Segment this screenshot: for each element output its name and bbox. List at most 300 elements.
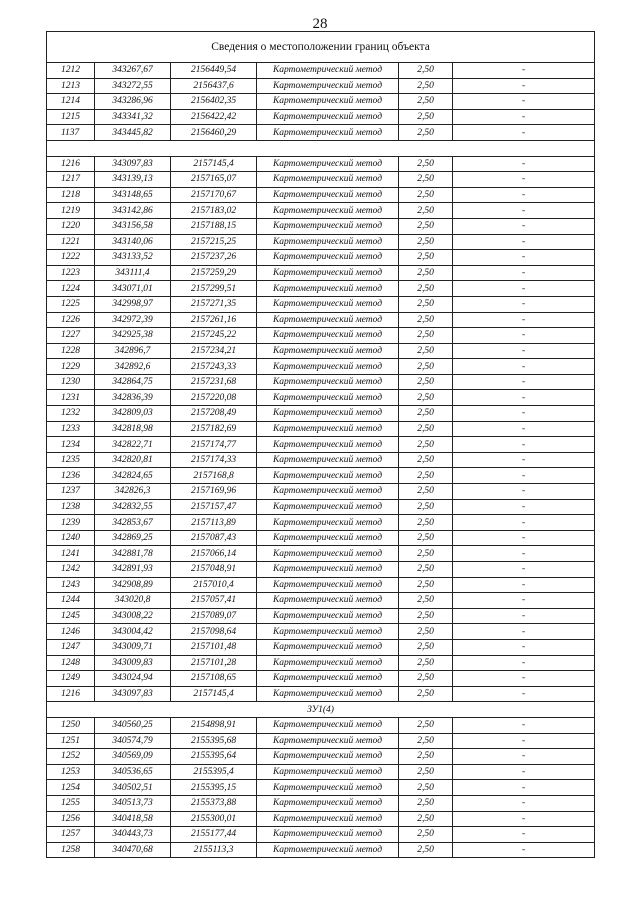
coord-y: 2157299,51: [171, 281, 257, 297]
description: -: [453, 717, 595, 733]
accuracy: 2,50: [399, 593, 453, 609]
coord-y: 2157170,67: [171, 187, 257, 203]
coord-y: 2157245,22: [171, 328, 257, 344]
coord-y: 2157087,43: [171, 530, 257, 546]
coord-x: 342998,97: [95, 296, 171, 312]
accuracy: 2,50: [399, 374, 453, 390]
table-row: [47, 218, 595, 234]
method-cell: Картометрический метод: [257, 624, 399, 640]
method-cell: Картометрический метод: [257, 125, 399, 141]
description: -: [453, 78, 595, 94]
method-cell: Картометрический метод: [257, 577, 399, 593]
coord-x: 340513,73: [95, 795, 171, 811]
coord-y: 2156402,35: [171, 94, 257, 110]
table-row: [47, 530, 595, 546]
method-cell: Картометрический метод: [257, 593, 399, 609]
point-number: 1226: [47, 312, 95, 328]
point-number: 1227: [47, 328, 95, 344]
table-row: [47, 764, 595, 780]
coord-y: 2157234,21: [171, 343, 257, 359]
method-cell: Картометрический метод: [257, 468, 399, 484]
coord-y: 2156460,29: [171, 125, 257, 141]
coord-x: 340569,09: [95, 749, 171, 765]
coord-y: 2157165,07: [171, 172, 257, 188]
coord-y: 2157157,47: [171, 499, 257, 515]
coord-x: 343024,94: [95, 671, 171, 687]
description: -: [453, 468, 595, 484]
method-cell: Картометрический метод: [257, 671, 399, 687]
accuracy: 2,50: [399, 187, 453, 203]
description: -: [453, 296, 595, 312]
method-cell: Картометрический метод: [257, 749, 399, 765]
coord-y: 2157108,65: [171, 671, 257, 687]
coord-x: 343148,65: [95, 187, 171, 203]
description: -: [453, 390, 595, 406]
coord-y: 2157145,4: [171, 156, 257, 172]
point-number: 1252: [47, 749, 95, 765]
coord-y: 2155300,01: [171, 811, 257, 827]
point-number: 1216: [47, 686, 95, 702]
method-cell: Картометрический метод: [257, 250, 399, 266]
accuracy: 2,50: [399, 780, 453, 796]
point-number: 1221: [47, 234, 95, 250]
table-title: Сведения о местоположении границ объекта: [47, 32, 595, 63]
description: -: [453, 562, 595, 578]
point-number: 1233: [47, 421, 95, 437]
page-number: 28: [312, 16, 328, 32]
method-cell: Картометрический метод: [257, 94, 399, 110]
table-row: [47, 749, 595, 765]
method-cell: Картометрический метод: [257, 172, 399, 188]
accuracy: 2,50: [399, 655, 453, 671]
accuracy: 2,50: [399, 827, 453, 843]
coord-y: 2157183,02: [171, 203, 257, 219]
coord-y: 2157259,29: [171, 265, 257, 281]
description: -: [453, 764, 595, 780]
method-cell: Картометрический метод: [257, 421, 399, 437]
method-cell: Картометрический метод: [257, 359, 399, 375]
coord-y: 2157169,96: [171, 484, 257, 500]
description: -: [453, 795, 595, 811]
table-row: [47, 842, 595, 858]
point-number: 1220: [47, 218, 95, 234]
coord-x: 342824,65: [95, 468, 171, 484]
point-number: 1240: [47, 530, 95, 546]
accuracy: 2,50: [399, 484, 453, 500]
table-row: [47, 811, 595, 827]
section-row: [47, 702, 595, 718]
coord-y: 2157231,68: [171, 374, 257, 390]
point-number: 1251: [47, 733, 95, 749]
coord-y: 2157057,41: [171, 593, 257, 609]
coord-y: 2155177,44: [171, 827, 257, 843]
coord-x: 342925,38: [95, 328, 171, 344]
description: -: [453, 234, 595, 250]
method-cell: Картометрический метод: [257, 546, 399, 562]
point-number: 1213: [47, 78, 95, 94]
coord-y: 2157098,64: [171, 624, 257, 640]
coord-x: 343341,32: [95, 109, 171, 125]
method-cell: Картометрический метод: [257, 795, 399, 811]
table-row: [47, 296, 595, 312]
table-row: [47, 780, 595, 796]
accuracy: 2,50: [399, 218, 453, 234]
coord-x: 340443,73: [95, 827, 171, 843]
coord-x: 342809,03: [95, 406, 171, 422]
table-row: [47, 78, 595, 94]
table-row: [47, 250, 595, 266]
coord-x: 343140,06: [95, 234, 171, 250]
accuracy: 2,50: [399, 686, 453, 702]
spacer-row: [47, 140, 595, 156]
accuracy: 2,50: [399, 250, 453, 266]
description: -: [453, 546, 595, 562]
coord-x: 343267,67: [95, 63, 171, 79]
table-row: [47, 390, 595, 406]
coord-y: 2155373,88: [171, 795, 257, 811]
accuracy: 2,50: [399, 156, 453, 172]
method-cell: Картометрический метод: [257, 234, 399, 250]
table-row: [47, 203, 595, 219]
method-cell: Картометрический метод: [257, 374, 399, 390]
method-cell: Картометрический метод: [257, 608, 399, 624]
coord-x: 342836,39: [95, 390, 171, 406]
point-number: 1230: [47, 374, 95, 390]
point-number: 1246: [47, 624, 95, 640]
method-cell: Картометрический метод: [257, 717, 399, 733]
accuracy: 2,50: [399, 515, 453, 531]
coord-x: 343009,71: [95, 639, 171, 655]
point-number: 1257: [47, 827, 95, 843]
accuracy: 2,50: [399, 639, 453, 655]
coord-x: 343009,83: [95, 655, 171, 671]
point-number: 1228: [47, 343, 95, 359]
table-row: [47, 125, 595, 141]
accuracy: 2,50: [399, 328, 453, 344]
point-number: 1243: [47, 577, 95, 593]
coord-x: 342853,67: [95, 515, 171, 531]
accuracy: 2,50: [399, 811, 453, 827]
table-row: [47, 717, 595, 733]
table-row: [47, 343, 595, 359]
coord-y: 2157243,33: [171, 359, 257, 375]
description: -: [453, 250, 595, 266]
accuracy: 2,50: [399, 499, 453, 515]
method-cell: Картометрический метод: [257, 562, 399, 578]
coord-x: 340470,68: [95, 842, 171, 858]
method-cell: Картометрический метод: [257, 733, 399, 749]
table-row: [47, 156, 595, 172]
table-row: [47, 795, 595, 811]
point-number: 1212: [47, 63, 95, 79]
accuracy: 2,50: [399, 265, 453, 281]
spacer-cell: [47, 140, 595, 156]
coord-x: 343071,01: [95, 281, 171, 297]
coord-x: 342892,6: [95, 359, 171, 375]
description: -: [453, 655, 595, 671]
accuracy: 2,50: [399, 281, 453, 297]
accuracy: 2,50: [399, 452, 453, 468]
table-row: [47, 234, 595, 250]
accuracy: 2,50: [399, 546, 453, 562]
method-cell: Картометрический метод: [257, 156, 399, 172]
table-row: [47, 281, 595, 297]
coord-y: 2156449,54: [171, 63, 257, 79]
table-row: [47, 265, 595, 281]
table-row: [47, 639, 595, 655]
description: -: [453, 780, 595, 796]
description: -: [453, 437, 595, 453]
point-number: 1229: [47, 359, 95, 375]
point-number: 1214: [47, 94, 95, 110]
description: -: [453, 499, 595, 515]
coord-y: 2157208,49: [171, 406, 257, 422]
coord-x: 342908,89: [95, 577, 171, 593]
description: -: [453, 515, 595, 531]
coord-x: 343156,58: [95, 218, 171, 234]
accuracy: 2,50: [399, 172, 453, 188]
accuracy: 2,50: [399, 577, 453, 593]
description: -: [453, 593, 595, 609]
method-cell: Картометрический метод: [257, 281, 399, 297]
table-row: [47, 671, 595, 687]
table-row: [47, 359, 595, 375]
description: -: [453, 281, 595, 297]
accuracy: 2,50: [399, 717, 453, 733]
coord-x: 343097,83: [95, 156, 171, 172]
accuracy: 2,50: [399, 78, 453, 94]
point-number: 1236: [47, 468, 95, 484]
coord-y: 2157174,33: [171, 452, 257, 468]
accuracy: 2,50: [399, 764, 453, 780]
method-cell: Картометрический метод: [257, 296, 399, 312]
coord-y: 2155395,4: [171, 764, 257, 780]
method-cell: Картометрический метод: [257, 109, 399, 125]
description: -: [453, 421, 595, 437]
accuracy: 2,50: [399, 624, 453, 640]
method-cell: Картометрический метод: [257, 203, 399, 219]
accuracy: 2,50: [399, 203, 453, 219]
point-number: 1216: [47, 156, 95, 172]
description: -: [453, 265, 595, 281]
method-cell: Картометрический метод: [257, 764, 399, 780]
description: -: [453, 328, 595, 344]
accuracy: 2,50: [399, 530, 453, 546]
method-cell: Картометрический метод: [257, 484, 399, 500]
coord-x: 342820,81: [95, 452, 171, 468]
method-cell: Картометрический метод: [257, 312, 399, 328]
point-number: 1232: [47, 406, 95, 422]
description: -: [453, 312, 595, 328]
point-number: 1248: [47, 655, 95, 671]
coord-y: 2157066,14: [171, 546, 257, 562]
method-cell: Картометрический метод: [257, 530, 399, 546]
point-number: 1255: [47, 795, 95, 811]
table-row: [47, 437, 595, 453]
coord-x: 343008,22: [95, 608, 171, 624]
method-cell: Картометрический метод: [257, 515, 399, 531]
point-number: 1241: [47, 546, 95, 562]
description: -: [453, 406, 595, 422]
coord-y: 2157215,25: [171, 234, 257, 250]
point-number: 1237: [47, 484, 95, 500]
coord-y: 2155395,68: [171, 733, 257, 749]
description: -: [453, 203, 595, 219]
method-cell: Картометрический метод: [257, 218, 399, 234]
accuracy: 2,50: [399, 671, 453, 687]
description: -: [453, 343, 595, 359]
accuracy: 2,50: [399, 109, 453, 125]
table-row: [47, 312, 595, 328]
method-cell: Картометрический метод: [257, 452, 399, 468]
accuracy: 2,50: [399, 234, 453, 250]
point-number: 1215: [47, 109, 95, 125]
description: -: [453, 359, 595, 375]
coord-y: 2157237,26: [171, 250, 257, 266]
description: -: [453, 827, 595, 843]
accuracy: 2,50: [399, 312, 453, 328]
description: -: [453, 530, 595, 546]
point-number: 1253: [47, 764, 95, 780]
table-row: [47, 546, 595, 562]
method-cell: Картометрический метод: [257, 827, 399, 843]
coord-y: 2157188,15: [171, 218, 257, 234]
coord-x: 342972,39: [95, 312, 171, 328]
coord-x: 343139,13: [95, 172, 171, 188]
accuracy: 2,50: [399, 421, 453, 437]
coord-x: 340536,65: [95, 764, 171, 780]
point-number: 1258: [47, 842, 95, 858]
accuracy: 2,50: [399, 359, 453, 375]
point-number: 1231: [47, 390, 95, 406]
point-number: 1244: [47, 593, 95, 609]
description: -: [453, 109, 595, 125]
table-row: [47, 562, 595, 578]
point-number: 1225: [47, 296, 95, 312]
coord-y: 2155113,3: [171, 842, 257, 858]
accuracy: 2,50: [399, 406, 453, 422]
point-number: 1218: [47, 187, 95, 203]
method-cell: Картометрический метод: [257, 390, 399, 406]
accuracy: 2,50: [399, 468, 453, 484]
accuracy: 2,50: [399, 733, 453, 749]
accuracy: 2,50: [399, 842, 453, 858]
table-row: [47, 63, 595, 79]
description: -: [453, 624, 595, 640]
accuracy: 2,50: [399, 437, 453, 453]
table-row: [47, 406, 595, 422]
accuracy: 2,50: [399, 390, 453, 406]
accuracy: 2,50: [399, 125, 453, 141]
coord-y: 2157174,77: [171, 437, 257, 453]
method-cell: Картометрический метод: [257, 78, 399, 94]
table-row: [47, 452, 595, 468]
coord-x: 343097,83: [95, 686, 171, 702]
coord-y: 2155395,64: [171, 749, 257, 765]
description: -: [453, 639, 595, 655]
table-row: [47, 577, 595, 593]
accuracy: 2,50: [399, 296, 453, 312]
method-cell: Картометрический метод: [257, 780, 399, 796]
description: -: [453, 811, 595, 827]
point-number: 1235: [47, 452, 95, 468]
description: -: [453, 671, 595, 687]
coord-x: 342822,71: [95, 437, 171, 453]
table-row: [47, 733, 595, 749]
point-number: 1137: [47, 125, 95, 141]
coord-y: 2157168,8: [171, 468, 257, 484]
coord-y: 2157182,69: [171, 421, 257, 437]
accuracy: 2,50: [399, 343, 453, 359]
method-cell: Картометрический метод: [257, 437, 399, 453]
table-row: [47, 468, 595, 484]
method-cell: Картометрический метод: [257, 265, 399, 281]
method-cell: Картометрический метод: [257, 63, 399, 79]
table-row: [47, 827, 595, 843]
table-row: [47, 374, 595, 390]
point-number: 1242: [47, 562, 95, 578]
coord-x: 340502,51: [95, 780, 171, 796]
description: -: [453, 94, 595, 110]
point-number: 1219: [47, 203, 95, 219]
description: -: [453, 156, 595, 172]
coord-x: 340560,25: [95, 717, 171, 733]
point-number: 1249: [47, 671, 95, 687]
coord-y: 2157261,16: [171, 312, 257, 328]
coord-x: 342891,93: [95, 562, 171, 578]
method-cell: Картометрический метод: [257, 639, 399, 655]
coord-x: 343004,42: [95, 624, 171, 640]
boundary-sheet: [46, 31, 594, 858]
method-cell: Картометрический метод: [257, 187, 399, 203]
coord-x: 340418,58: [95, 811, 171, 827]
method-cell: Картометрический метод: [257, 655, 399, 671]
coord-y: 2157220,08: [171, 390, 257, 406]
table-row: [47, 515, 595, 531]
coord-x: 343020,8: [95, 593, 171, 609]
accuracy: 2,50: [399, 749, 453, 765]
point-number: 1223: [47, 265, 95, 281]
point-number: 1247: [47, 639, 95, 655]
accuracy: 2,50: [399, 63, 453, 79]
point-number: 1217: [47, 172, 95, 188]
method-cell: Картометрический метод: [257, 406, 399, 422]
description: -: [453, 577, 595, 593]
coord-x: 342818,98: [95, 421, 171, 437]
section-label: ЗУ1(4): [47, 702, 595, 718]
coord-x: 343272,55: [95, 78, 171, 94]
boundary-table: [46, 31, 595, 858]
point-number: 1256: [47, 811, 95, 827]
accuracy: 2,50: [399, 795, 453, 811]
table-row: [47, 172, 595, 188]
point-number: 1239: [47, 515, 95, 531]
method-cell: Картометрический метод: [257, 842, 399, 858]
description: -: [453, 374, 595, 390]
point-number: 1234: [47, 437, 95, 453]
description: -: [453, 608, 595, 624]
table-row: [47, 187, 595, 203]
table-row: [47, 421, 595, 437]
method-cell: Картометрический метод: [257, 686, 399, 702]
table-row: [47, 655, 595, 671]
coord-y: 2154898,91: [171, 717, 257, 733]
coord-y: 2157271,35: [171, 296, 257, 312]
coord-x: 342832,55: [95, 499, 171, 515]
description: -: [453, 172, 595, 188]
table-row: [47, 608, 595, 624]
point-number: 1222: [47, 250, 95, 266]
